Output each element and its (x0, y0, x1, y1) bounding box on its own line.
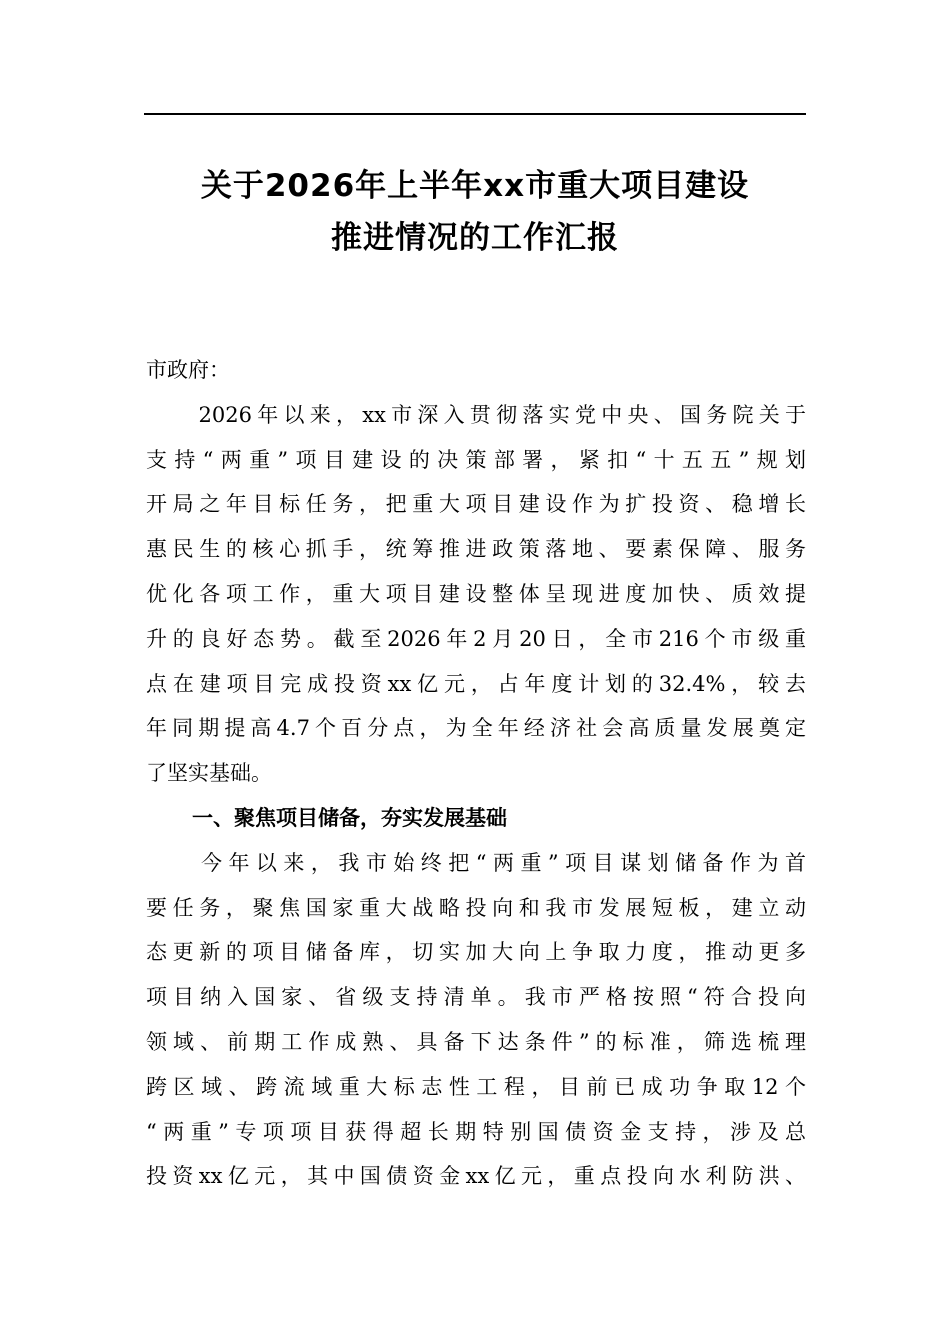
title-line-1: 关于2026年上半年xx市重大项目建设 (200, 168, 750, 204)
paragraph-line: 升的良好态势。截至2026年2月20日，全市216个市级重 (146, 626, 806, 651)
paragraph-line: 2026年以来，xx市深入贯彻落实党中央、国务院关于 (146, 402, 806, 427)
paragraph-line: 要任务，聚焦国家重大战略投向和我市发展短板，建立动 (146, 895, 806, 920)
paragraph-line: 投资xx亿元，其中国债资金xx亿元，重点投向水利防洪、 (146, 1164, 806, 1189)
paragraph-line: 项目纳入国家、省级支持清单。我市严格按照“符合投向 (146, 985, 806, 1010)
paragraph-line: 优化各项工作，重大项目建设整体呈现进度加快、质效提 (146, 581, 806, 606)
document-title (144, 160, 806, 264)
section-heading-1: 一、聚焦项目储备，夯实发展基础 (192, 805, 507, 830)
paragraph-line: 今年以来，我市始终把“两重”项目谋划储备作为首 (146, 850, 806, 875)
paragraph-line: 点在建项目完成投资xx亿元，占年度计划的32.4%，较去 (146, 671, 806, 696)
document-body (146, 348, 806, 1199)
paragraph-line: 年同期提高4.7个百分点，为全年经济社会高质量发展奠定 (146, 716, 806, 741)
header-rule (144, 113, 806, 115)
paragraph-line: 了坚实基础。 (146, 761, 272, 786)
salutation: 市政府： (146, 358, 230, 382)
paragraph-line: 支持“两重”项目建设的决策部署，紧扣“十五五”规划 (146, 447, 806, 472)
paragraph-line: 惠民生的核心抓手，统筹推进政策落地、要素保障、服务 (146, 537, 806, 562)
paragraph-line: 领域、前期工作成熟、具备下达条件”的标准，筛选梳理 (146, 1029, 806, 1054)
paragraph-line: “两重”专项项目获得超长期特别国债资金支持，涉及总 (146, 1119, 806, 1144)
section-1-paragraph (146, 841, 806, 1199)
paragraph-line: 态更新的项目储备库，切实加大向上争取力度，推动更多 (146, 940, 806, 965)
paragraph-line: 跨区域、跨流域重大标志性工程，目前已成功争取12个 (146, 1074, 806, 1099)
paragraph-line: 开局之年目标任务，把重大项目建设作为扩投资、稳增长 (146, 492, 806, 517)
title-line-2: 推进情况的工作汇报 (331, 220, 619, 256)
intro-paragraph (146, 393, 806, 796)
